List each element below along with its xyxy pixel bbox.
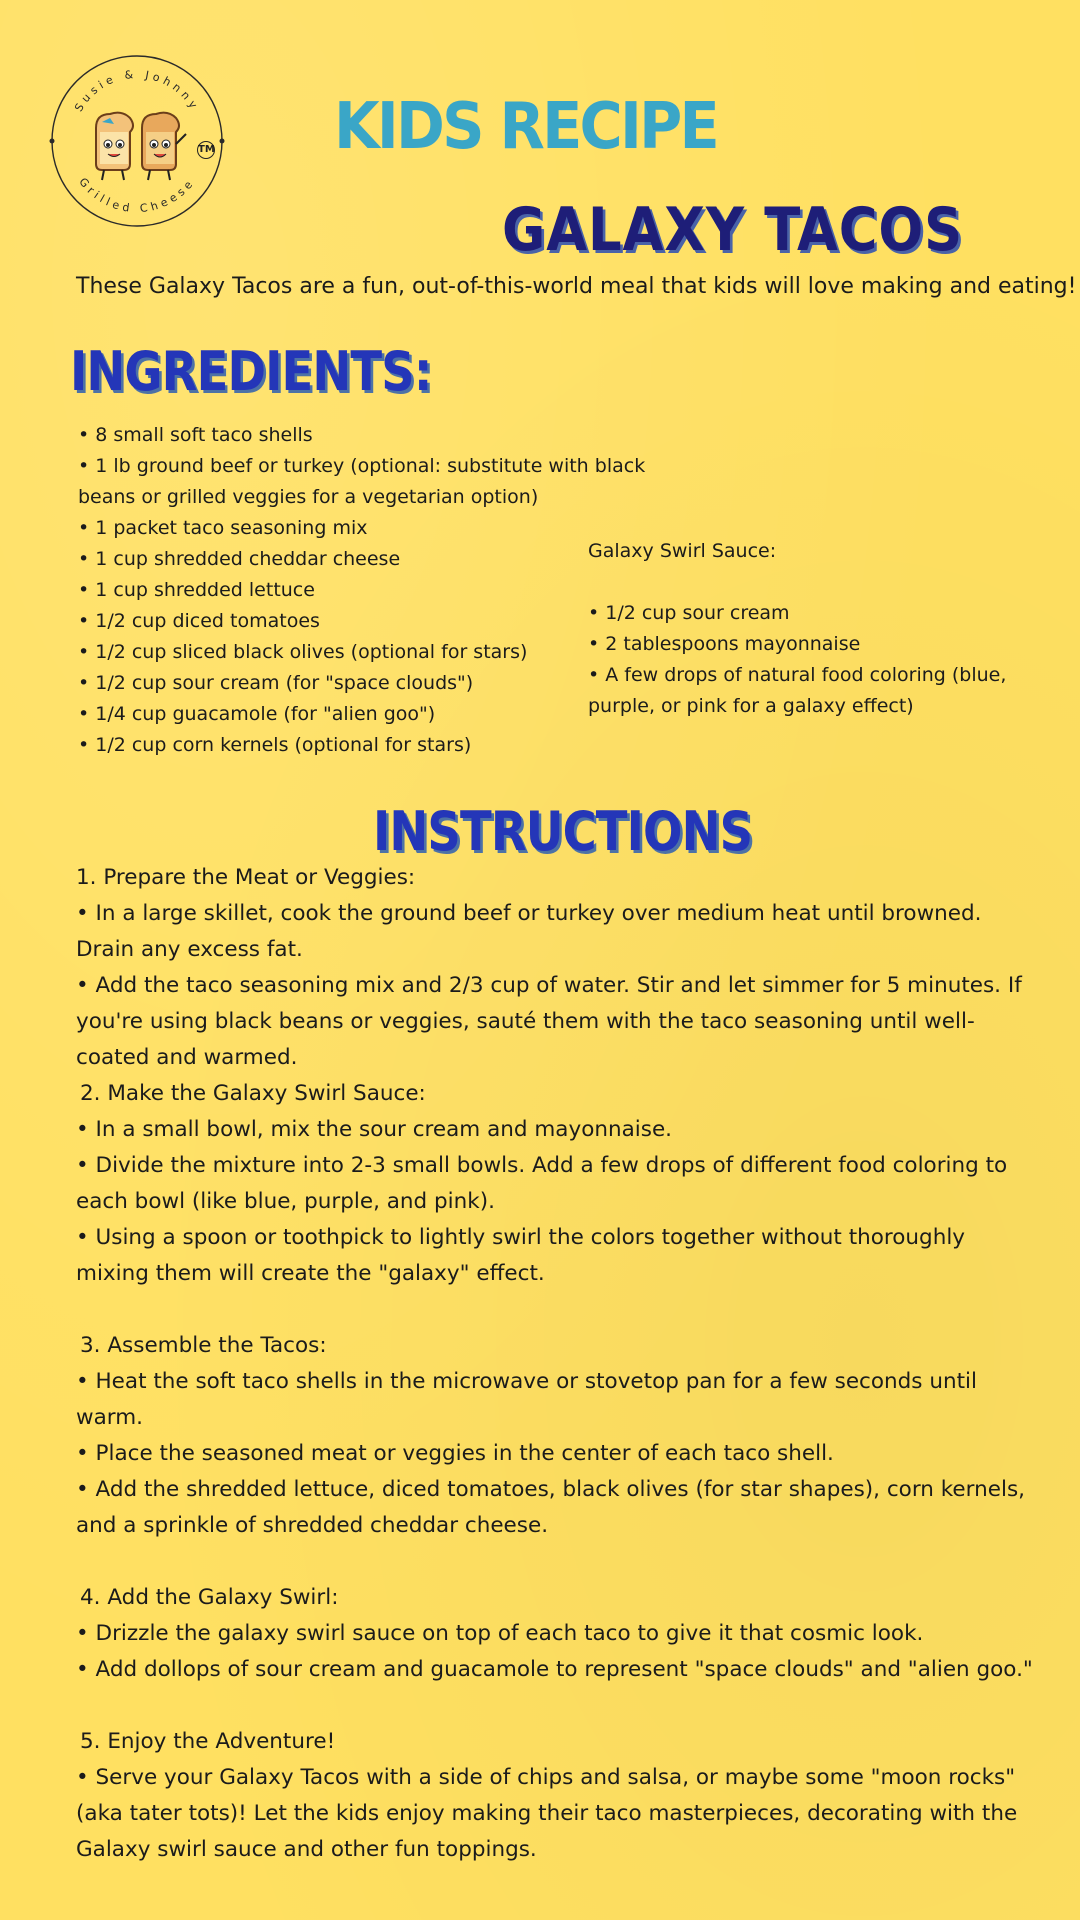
- spacer: [76, 1544, 1036, 1580]
- instruction-step-3: [76, 1328, 1036, 1544]
- ingredient-item: • 1/2 cup sliced black olives (optional for stars): [78, 641, 528, 663]
- svg-text:Susie & Johnny: [72, 68, 202, 114]
- step-title: 5. Enjoy the Adventure!: [80, 1729, 336, 1754]
- instruction-step-5: [76, 1724, 1036, 1868]
- step-title: 3. Assemble the Tacos:: [80, 1333, 327, 1358]
- instructions-heading: INSTRUCTIONS: [373, 800, 753, 863]
- logo-bottom-text: Grilled Cheese: [76, 175, 198, 216]
- ingredient-item: • 1 lb ground beef or turkey (optional: substitute with black beans or grilled veggies for a vegetarian option): [78, 455, 646, 508]
- ingredient-item: • 1/2 cup corn kernels (optional for stars): [78, 734, 472, 756]
- sauce-title: Galaxy Swirl Sauce:: [588, 540, 777, 562]
- ingredient-item: • 1/4 cup guacamole (for "alien goo"): [78, 703, 436, 725]
- ingredient-item: • 8 small soft taco shells: [78, 424, 313, 446]
- step-title: 4. Add the Galaxy Swirl:: [80, 1585, 339, 1610]
- sauce-item: • A few drops of natural food coloring (blue, purple, or pink for a galaxy effect): [588, 664, 1007, 717]
- sauce-item: • 2 tablespoons mayonnaise: [588, 633, 861, 655]
- sauce-ingredients-list: [588, 598, 1068, 722]
- step-line: • Place the seasoned meat or veggies in the center of each taco shell.: [76, 1441, 834, 1466]
- step-line: • Add the shredded lettuce, diced tomatoes, black olives (for star shapes), corn kernels, and a sprinkle of shredded cheddar cheese.: [76, 1477, 1025, 1538]
- step-line: • In a small bowl, mix the sour cream and mayonnaise.: [76, 1117, 673, 1142]
- step-line: • Heat the soft taco shells in the microwave or stovetop pan for a few seconds until warm.: [76, 1369, 977, 1430]
- intro-text: These Galaxy Tacos are a fun, out-of-this-world meal that kids will love making and eating!: [76, 274, 1077, 299]
- step-line: • Add the taco seasoning mix and 2/3 cup of water. Stir and let simmer for 5 minutes. If you're using black beans or veggies, sauté them with the taco seasoning until well-coated and warmed.: [76, 973, 1022, 1070]
- instruction-step-4: [76, 1580, 1036, 1688]
- trademark-badge: TM: [197, 141, 215, 159]
- ingredient-item: • 1/2 cup sour cream (for "space clouds"): [78, 672, 474, 694]
- step-line: • Drizzle the galaxy swirl sauce on top of each taco to give it that cosmic look.: [76, 1621, 924, 1646]
- dish-title: GALAXY TACOS: [502, 195, 964, 265]
- step-line: • Divide the mixture into 2-3 small bowls. Add a few drops of different food coloring to each bowl (like blue, purple, and pink).: [76, 1153, 1008, 1214]
- step-line: • Add dollops of sour cream and guacamole to represent "space clouds" and "alien goo.": [76, 1657, 1033, 1682]
- kids-recipe-label: KIDS RECIPE: [334, 90, 718, 164]
- step-title: 2. Make the Galaxy Swirl Sauce:: [80, 1081, 426, 1106]
- ingredient-item: • 1 cup shredded lettuce: [78, 579, 315, 601]
- step-title: 1. Prepare the Meat or Veggies:: [76, 865, 416, 890]
- spacer: [76, 1292, 1036, 1328]
- sauce-item: • 1/2 cup sour cream: [588, 602, 790, 624]
- step-line: • Using a spoon or toothpick to lightly swirl the colors together without thoroughly mixing them will create the "galaxy" effect.: [76, 1225, 966, 1286]
- ingredient-item: • 1 cup shredded cheddar cheese: [78, 548, 401, 570]
- svg-text:Grilled Cheese: [76, 175, 197, 215]
- instruction-step-1: [76, 860, 1036, 1076]
- ingredient-item: • 1 packet taco seasoning mix: [78, 517, 368, 539]
- spacer: [76, 1688, 1036, 1724]
- instructions-body: [76, 860, 1036, 1868]
- brand-logo: [44, 48, 230, 234]
- ingredient-item: • 1/2 cup diced tomatoes: [78, 610, 320, 632]
- galaxy-swirl-sauce-box: [588, 536, 1068, 722]
- logo-top-text: Susie & Johnny: [72, 67, 202, 114]
- instruction-step-2: [76, 1076, 1036, 1292]
- step-line: • Serve your Galaxy Tacos with a side of chips and salsa, or maybe some "moon rocks" (aka tater tots)! Let the kids enjoy making their taco masterpieces, decorating with the Galaxy swirl sauce and other fun toppings.: [76, 1765, 1018, 1862]
- step-line: • In a large skillet, cook the ground beef or turkey over medium heat until browned. Drain any excess fat.: [76, 901, 982, 962]
- ingredients-heading: INGREDIENTS:: [70, 340, 432, 403]
